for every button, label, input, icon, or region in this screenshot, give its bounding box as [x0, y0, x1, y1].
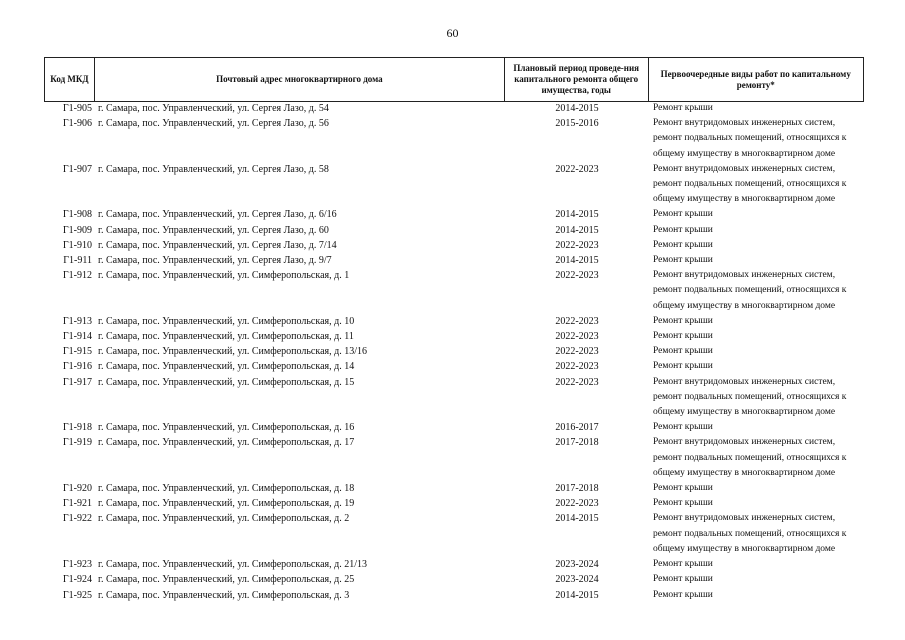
cell-works: Ремонт крыши	[653, 331, 713, 342]
cell-period: 2017-2018	[555, 437, 599, 449]
cell-code: Г1-907	[62, 163, 92, 175]
cell-address: г. Самара, пос. Управленческий, ул. Симферопольская, д. 18	[98, 483, 355, 495]
cell-period: 2022-2023	[555, 315, 599, 327]
cell-code: Г1-912	[62, 270, 92, 282]
cell-works: Ремонт крыши	[653, 346, 713, 357]
cell-code: Г1-918	[62, 422, 92, 434]
table-row	[44, 588, 864, 603]
cell-code: Г1-916	[62, 361, 92, 373]
cell-address: г. Самара, пос. Управленческий, ул. Симферопольская, д. 25	[98, 574, 355, 586]
cell-works: Ремонт крыши	[653, 574, 713, 585]
cell-period: 2022-2023	[555, 498, 599, 510]
cell-address: г. Самара, пос. Управленческий, ул. Симферопольская, д. 3	[98, 589, 350, 601]
cell-period: 2023-2024	[555, 559, 599, 571]
cell-code: Г1-925	[62, 589, 92, 601]
cell-address: г. Самара, пос. Управленческий, ул. Сергея Лазо, д. 7/14	[98, 239, 337, 251]
cell-code: Г1-905	[62, 103, 92, 114]
cell-address: г. Самара, пос. Управленческий, ул. Симферопольская, д. 13/16	[98, 346, 367, 358]
table-row	[44, 557, 864, 572]
cell-period: 2014-2015	[555, 513, 599, 525]
cell-works: Ремонт внутридомовых инженерных систем, ремонт подвальных помещений, относящихся к общему имуществу в многоквартирном доме	[653, 376, 847, 418]
cell-address: г. Самара, пос. Управленческий, ул. Симферопольская, д. 16	[98, 422, 355, 434]
cell-address: г. Самара, пос. Управленческий, ул. Сергея Лазо, д. 56	[98, 118, 329, 130]
table-row	[44, 268, 864, 314]
cell-period: 2014-2015	[555, 224, 599, 236]
cell-code: Г1-914	[62, 331, 92, 343]
cell-code: Г1-924	[62, 574, 92, 586]
table-row	[44, 238, 864, 253]
cell-address: г. Самара, пос. Управленческий, ул. Симферопольская, д. 11	[98, 331, 354, 343]
table-row	[44, 572, 864, 587]
cell-code: Г1-908	[62, 209, 92, 221]
cell-period: 2022-2023	[555, 346, 599, 358]
cell-code: Г1-919	[62, 437, 92, 449]
cell-address: г. Самара, пос. Управленческий, ул. Симферопольская, д. 10	[98, 315, 355, 327]
cell-period: 2017-2018	[555, 483, 599, 495]
cell-period: 2022-2023	[555, 331, 599, 343]
cell-works: Ремонт крыши	[653, 209, 713, 220]
cell-address: г. Самара, пос. Управленческий, ул. Сергея Лазо, д. 9/7	[98, 255, 332, 267]
table-row	[44, 253, 864, 268]
cell-code: Г1-920	[62, 483, 92, 495]
cell-period: 2022-2023	[555, 376, 599, 388]
cell-code: Г1-911	[63, 255, 92, 267]
cell-works: Ремонт крыши	[653, 239, 713, 250]
cell-works: Ремонт крыши	[653, 103, 713, 113]
cell-works: Ремонт внутридомовых инженерных систем, ремонт подвальных помещений, относящихся к общему имуществу в многоквартирном доме	[653, 270, 847, 311]
cell-works: Ремонт внутридомовых инженерных систем, ремонт подвальных помещений, относящихся к общему имуществу в многоквартирном доме	[653, 118, 847, 159]
cell-code: Г1-910	[62, 239, 92, 251]
table-row	[44, 101, 864, 116]
cell-code: Г1-921	[62, 498, 92, 510]
cell-period: 2023-2024	[555, 574, 599, 586]
cell-works: Ремонт внутридомовых инженерных систем, ремонт подвальных помещений, относящихся к общему имуществу в многоквартирном доме	[653, 437, 847, 478]
table-row	[44, 314, 864, 329]
table-row	[44, 435, 864, 481]
table-row	[44, 481, 864, 496]
cell-works: Ремонт крыши	[653, 422, 713, 433]
table-row	[44, 496, 864, 511]
cell-code: Г1-913	[62, 315, 92, 327]
cell-address: г. Самара, пос. Управленческий, ул. Симферопольская, д. 19	[98, 498, 355, 510]
table-row	[44, 116, 864, 162]
cell-works: Ремонт крыши	[653, 224, 713, 235]
cell-works: Ремонт внутридомовых инженерных систем, ремонт подвальных помещений, относящихся к общему имуществу в многоквартирном доме	[653, 513, 847, 554]
cell-works: Ремонт крыши	[653, 483, 713, 494]
cell-address: г. Самара, пос. Управленческий, ул. Симферопольская, д. 17	[98, 437, 355, 449]
cell-period: 2014-2015	[555, 589, 599, 601]
cell-address: г. Самара, пос. Управленческий, ул. Сергея Лазо, д. 58	[98, 163, 329, 175]
table-row	[44, 223, 864, 238]
table-row	[44, 162, 864, 208]
cell-address: г. Самара, пос. Управленческий, ул. Сергея Лазо, д. 60	[98, 224, 329, 236]
table-row	[44, 207, 864, 222]
table-row	[44, 344, 864, 359]
table-row	[44, 511, 864, 557]
cell-period: 2014-2015	[555, 255, 599, 267]
page-number: 60	[446, 26, 459, 40]
cell-period: 2022-2023	[555, 239, 599, 251]
cell-address: г. Самара, пос. Управленческий, ул. Симферопольская, д. 1	[98, 270, 350, 282]
table-body	[44, 101, 864, 603]
cell-address: г. Самара, пос. Управленческий, ул. Симферопольская, д. 15	[98, 376, 355, 388]
cell-period: 2022-2023	[555, 163, 599, 175]
cell-works: Ремонт крыши	[653, 559, 713, 570]
cell-works: Ремонт внутридомовых инженерных систем, ремонт подвальных помещений, относящихся к общему имуществу в многоквартирном доме	[653, 163, 847, 205]
cell-address: г. Самара, пос. Управленческий, ул. Симферопольская, д. 2	[98, 513, 350, 525]
header-code: Код МКД	[45, 58, 95, 101]
cell-works: Ремонт крыши	[653, 498, 713, 509]
cell-code: Г1-923	[62, 559, 92, 571]
table-row	[44, 420, 864, 435]
cell-works: Ремонт крыши	[653, 589, 713, 600]
cell-code: Г1-915	[62, 346, 92, 358]
cell-code: Г1-906	[62, 118, 92, 130]
cell-address: г. Самара, пос. Управленческий, ул. Симферопольская, д. 21/13	[98, 559, 367, 571]
header-period: Плановый период проведе-ния капитального ремонта общего имущества, годы	[505, 58, 649, 101]
cell-period: 2022-2023	[555, 361, 599, 373]
cell-code: Г1-922	[62, 513, 92, 525]
cell-period: 2022-2023	[555, 270, 599, 282]
cell-address: г. Самара, пос. Управленческий, ул. Симферопольская, д. 14	[98, 361, 355, 373]
table-header	[44, 57, 864, 102]
cell-address: г. Самара, пос. Управленческий, ул. Сергея Лазо, д. 6/16	[98, 209, 337, 221]
table-row	[44, 329, 864, 344]
cell-address: г. Самара, пос. Управленческий, ул. Сергея Лазо, д. 54	[98, 103, 329, 114]
cell-period: 2015-2016	[555, 118, 599, 130]
cell-works: Ремонт крыши	[653, 315, 713, 326]
cell-period: 2014-2015	[555, 103, 599, 114]
cell-works: Ремонт крыши	[653, 361, 713, 372]
cell-code: Г1-909	[62, 224, 92, 236]
cell-period: 2014-2015	[555, 209, 599, 221]
table-row	[44, 375, 864, 421]
header-works: Первоочередные виды работ по капитальному ремонту*	[660, 68, 851, 90]
cell-works: Ремонт крыши	[653, 255, 713, 266]
header-address: Почтовый адрес многоквартирного дома	[95, 58, 505, 101]
table-row	[44, 359, 864, 374]
cell-code: Г1-917	[62, 376, 92, 388]
cell-period: 2016-2017	[555, 422, 599, 434]
